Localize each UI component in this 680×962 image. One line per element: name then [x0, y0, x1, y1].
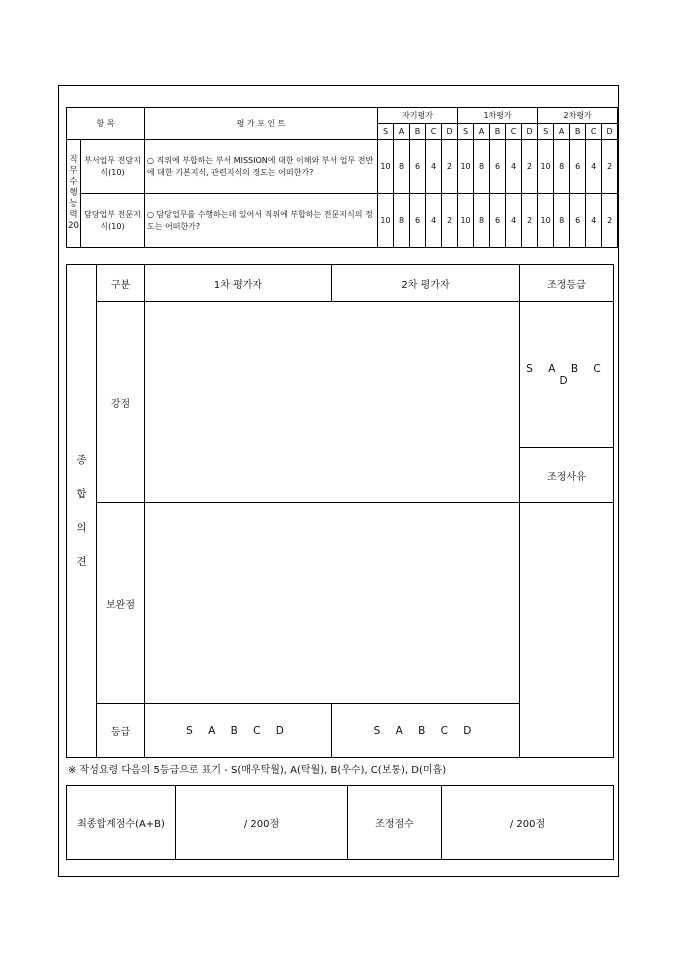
score-cell[interactable]: 6 — [410, 194, 426, 248]
header-second-eval: 2차평가 — [538, 108, 618, 124]
score-cell[interactable]: 2 — [522, 194, 538, 248]
item-task-knowledge: 담당업부 전문지식(10) — [81, 194, 145, 248]
score-cell[interactable]: 2 — [442, 140, 458, 194]
score-cell[interactable]: 4 — [506, 194, 522, 248]
header-first-evaluator: 1차 평가자 — [145, 265, 332, 302]
score-cell[interactable]: 4 — [586, 140, 602, 194]
adjust-score-label: 조정점수 — [348, 786, 442, 860]
evaluation-table — [66, 107, 618, 248]
opinion-side-label: 종 합 의 견 — [67, 265, 97, 758]
score-table — [66, 785, 614, 860]
point-dept-knowledge: ○ 직위에 부합하는 부서 MISSION에 대한 이해와 부서 업무 전반에 대한 기본지식, 관련지식의 정도는 어떠한가? — [145, 140, 378, 194]
score-cell[interactable]: 2 — [602, 194, 618, 248]
weakness-label: 보완점 — [97, 503, 145, 704]
header-division: 구분 — [97, 265, 145, 302]
score-cell[interactable]: 4 — [426, 140, 442, 194]
score-cell[interactable]: 6 — [490, 194, 506, 248]
grade-letter: A — [554, 124, 570, 140]
score-cell[interactable]: 10 — [458, 140, 474, 194]
score-cell[interactable]: 4 — [426, 194, 442, 248]
instruction-note: ※ 작성요령 다음의 5등급으로 표기 - S(매우탁월), A(탁월), B(우수), C(보통), D(미흡) — [68, 765, 447, 776]
adjust-reason-input[interactable] — [520, 503, 614, 758]
score-cell[interactable]: 10 — [378, 140, 394, 194]
score-cell[interactable]: 2 — [442, 194, 458, 248]
grade-letter: B — [490, 124, 506, 140]
score-cell[interactable]: 4 — [586, 194, 602, 248]
final-score-value[interactable]: / 200점 — [176, 786, 348, 860]
strength-label: 강점 — [97, 302, 145, 503]
grade-letter: D — [522, 124, 538, 140]
score-cell[interactable]: 8 — [394, 194, 410, 248]
score-cell[interactable]: 6 — [490, 140, 506, 194]
adjust-score-value[interactable]: / 200점 — [442, 786, 614, 860]
score-cell[interactable]: 6 — [570, 140, 586, 194]
grade-letter: C — [506, 124, 522, 140]
grade-letter: S — [538, 124, 554, 140]
second-grade-options[interactable]: S A B C D — [332, 704, 520, 758]
score-cell[interactable]: 6 — [570, 194, 586, 248]
score-cell[interactable]: 8 — [554, 140, 570, 194]
weakness-input[interactable] — [145, 503, 520, 704]
score-cell[interactable]: 2 — [602, 140, 618, 194]
grade-letter: D — [602, 124, 618, 140]
strength-input[interactable] — [145, 302, 520, 503]
score-cell[interactable]: 10 — [378, 194, 394, 248]
grade-letter: A — [474, 124, 490, 140]
header-item: 항 목 — [67, 108, 145, 140]
score-cell[interactable]: 2 — [522, 140, 538, 194]
adjust-reason-label: 조정사유 — [520, 448, 614, 503]
grade-letter: C — [426, 124, 442, 140]
score-cell[interactable]: 8 — [474, 194, 490, 248]
header-second-evaluator: 2차 평가자 — [332, 265, 520, 302]
category-label: 직 무 수 행 능 력 20 — [67, 140, 81, 248]
score-cell[interactable]: 6 — [410, 140, 426, 194]
header-self-eval: 자기평가 — [378, 108, 458, 124]
header-adjust-grade: 조정등급 — [520, 265, 614, 302]
header-point: 평 가 포 인 트 — [145, 108, 378, 140]
final-score-label: 최종합계점수(A+B) — [67, 786, 176, 860]
grade-label: 등급 — [97, 704, 145, 758]
grade-letter: S — [458, 124, 474, 140]
grade-letter: S — [378, 124, 394, 140]
score-cell[interactable]: 8 — [394, 140, 410, 194]
score-cell[interactable]: 8 — [474, 140, 490, 194]
score-cell[interactable]: 10 — [538, 194, 554, 248]
score-cell[interactable]: 10 — [538, 140, 554, 194]
score-cell[interactable]: 4 — [506, 140, 522, 194]
point-task-knowledge: ○ 담당업무를 수행하는데 있어서 직위에 부합하는 전문지식의 정도는 어떠한가? — [145, 194, 378, 248]
first-grade-options[interactable]: S A B C D — [145, 704, 332, 758]
grade-letter: C — [586, 124, 602, 140]
score-cell[interactable]: 10 — [458, 194, 474, 248]
grade-letter: D — [442, 124, 458, 140]
grade-letter: B — [570, 124, 586, 140]
adjust-grade-options[interactable]: S A B C D — [520, 302, 614, 448]
opinion-table — [66, 264, 614, 758]
grade-letter: B — [410, 124, 426, 140]
grade-letter: A — [394, 124, 410, 140]
item-dept-knowledge: 부서업무 전담지식(10) — [81, 140, 145, 194]
header-first-eval: 1차평가 — [458, 108, 538, 124]
score-cell[interactable]: 8 — [554, 194, 570, 248]
